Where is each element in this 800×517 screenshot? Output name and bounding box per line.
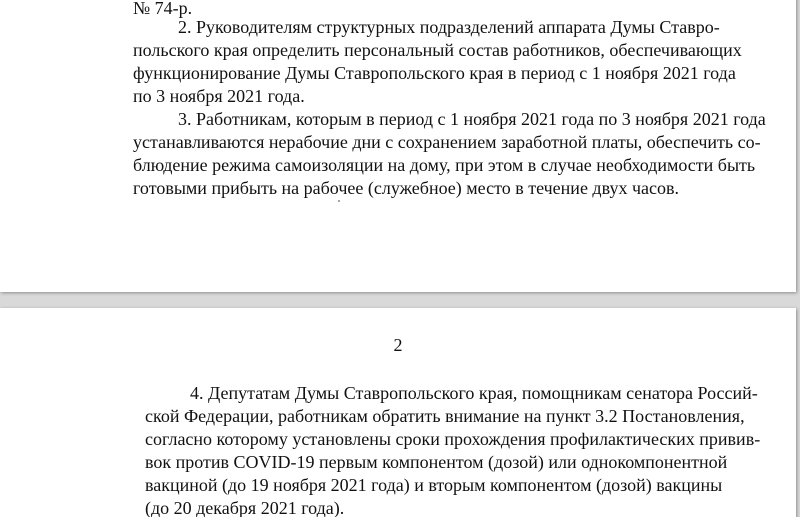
paragraph-4-line-6: (до 20 декабря 2021 года). (145, 498, 345, 517)
paragraph-2-line-4: по 3 ноября 2021 года. (133, 86, 305, 106)
paragraph-2-line-2: польского края определить персональный состав работников, обеспечивающих (133, 40, 742, 60)
paragraph-2-line-1: 2. Руководителям структурных подразделений аппарата Думы Ставро- (178, 17, 720, 37)
paragraph-3-line-3: блюдение режима самоизоляции на дому, при этом в случае необходимости быть (133, 155, 756, 175)
paragraph-4-line-4: вок против COVID-19 первым компонентом (дозой) или однокомпонентной (145, 452, 728, 472)
paragraph-4-line-5: вакциной (до 19 ноября 2021 года) и вторым компонентом (дозой) вакцины (145, 475, 723, 495)
paragraph-4-line-1: 4. Депутатам Думы Ставропольского края, помощникам сенатора Россий- (190, 383, 758, 403)
scan-speck (338, 200, 340, 202)
page-number: 2 (393, 335, 403, 355)
paragraph-3-line-1: 3. Работникам, которым в период с 1 ноября 2021 года по 3 ноября 2021 года (178, 109, 766, 129)
paragraph-3-line-4: готовыми прибыть на рабочее (служебное) место в течение двух часов. (133, 178, 680, 198)
paragraph-4-line-3: согласно которому установлены сроки прохождения профилактических привив- (145, 429, 761, 449)
document-page-2 (0, 308, 796, 517)
paragraph-2-line-3: функционирование Думы Ставропольского края в период с 1 ноября 2021 года (133, 63, 736, 83)
paragraph-4-line-2: ской Федерации, работникам обратить внимание на пункт 3.2 Постановления, (145, 406, 745, 426)
paragraph-3-line-2: устанавливаются нерабочие дни с сохранением заработной платы, обеспечить со- (133, 132, 761, 152)
order-reference-tail: № 74-р. (133, 0, 193, 18)
